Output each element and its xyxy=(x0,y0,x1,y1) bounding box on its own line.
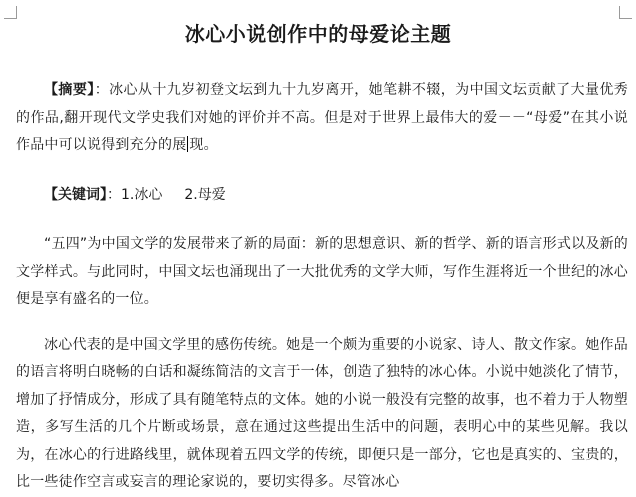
body-paragraph-1[interactable]: “五四”为中国文学的发展带来了新的局面：新的思想意识、新的哲学、新的语言形式以及新的文学样式。与此同时，中国文坛也涌现出了一大批优秀的文学大师，写作生涯将近一个世纪的冰心便是享有盛名的一位。 xyxy=(16,236,628,307)
abstract-paragraph[interactable] xyxy=(16,77,628,160)
document-body[interactable] xyxy=(16,77,628,497)
abstract-text-end: 现。 xyxy=(189,137,218,153)
keywords-label: 【关键词】 xyxy=(44,186,107,203)
keyword-2: 2.母爱 xyxy=(184,186,226,203)
keyword-1: 1.冰心 xyxy=(121,186,163,203)
abstract-text: 冰心从十九岁初登文坛到九十九岁离开，她笔耕不辍，为中国文坛贡献了大量优秀的作品,翻开现代文学史我们对她的评价并不高。但是对于世界上最伟大的爱－－“母爱”在其小说作品中可以说得到充分的展 xyxy=(16,82,628,153)
keywords-paragraph[interactable] xyxy=(16,182,628,210)
body-paragraph-2[interactable]: 冰心代表的是中国文学里的感伤传统。她是一个颇为重要的小说家、诗人、散文作家。她作品的语言将明白晓畅的白话和凝练简洁的文言于一体，创造了独特的冰心体。小说中她淡化了情节，增加了抒情成分，形成了具有随笔特点的文体。她的小说一般没有完整的故事，也不着力于人物塑造，多写生活的几个片断或场景，意在通过这些提出生活中的问题，表明心中的某些见解。我以为，在冰心的行进路线里，就体现着五四文学的传统，即便只是一部分，它也是真实的、宝贵的，比一些徒作空言或妄言的理论家说的，要切实得多。尽管冰心 xyxy=(16,336,628,490)
abstract-colon: ： xyxy=(94,82,110,98)
document-title[interactable]: 冰心小说创作中的母爱论主题 xyxy=(184,22,452,46)
abstract-label: 【摘要】 xyxy=(44,82,95,98)
keywords-colon: ： xyxy=(107,186,121,203)
